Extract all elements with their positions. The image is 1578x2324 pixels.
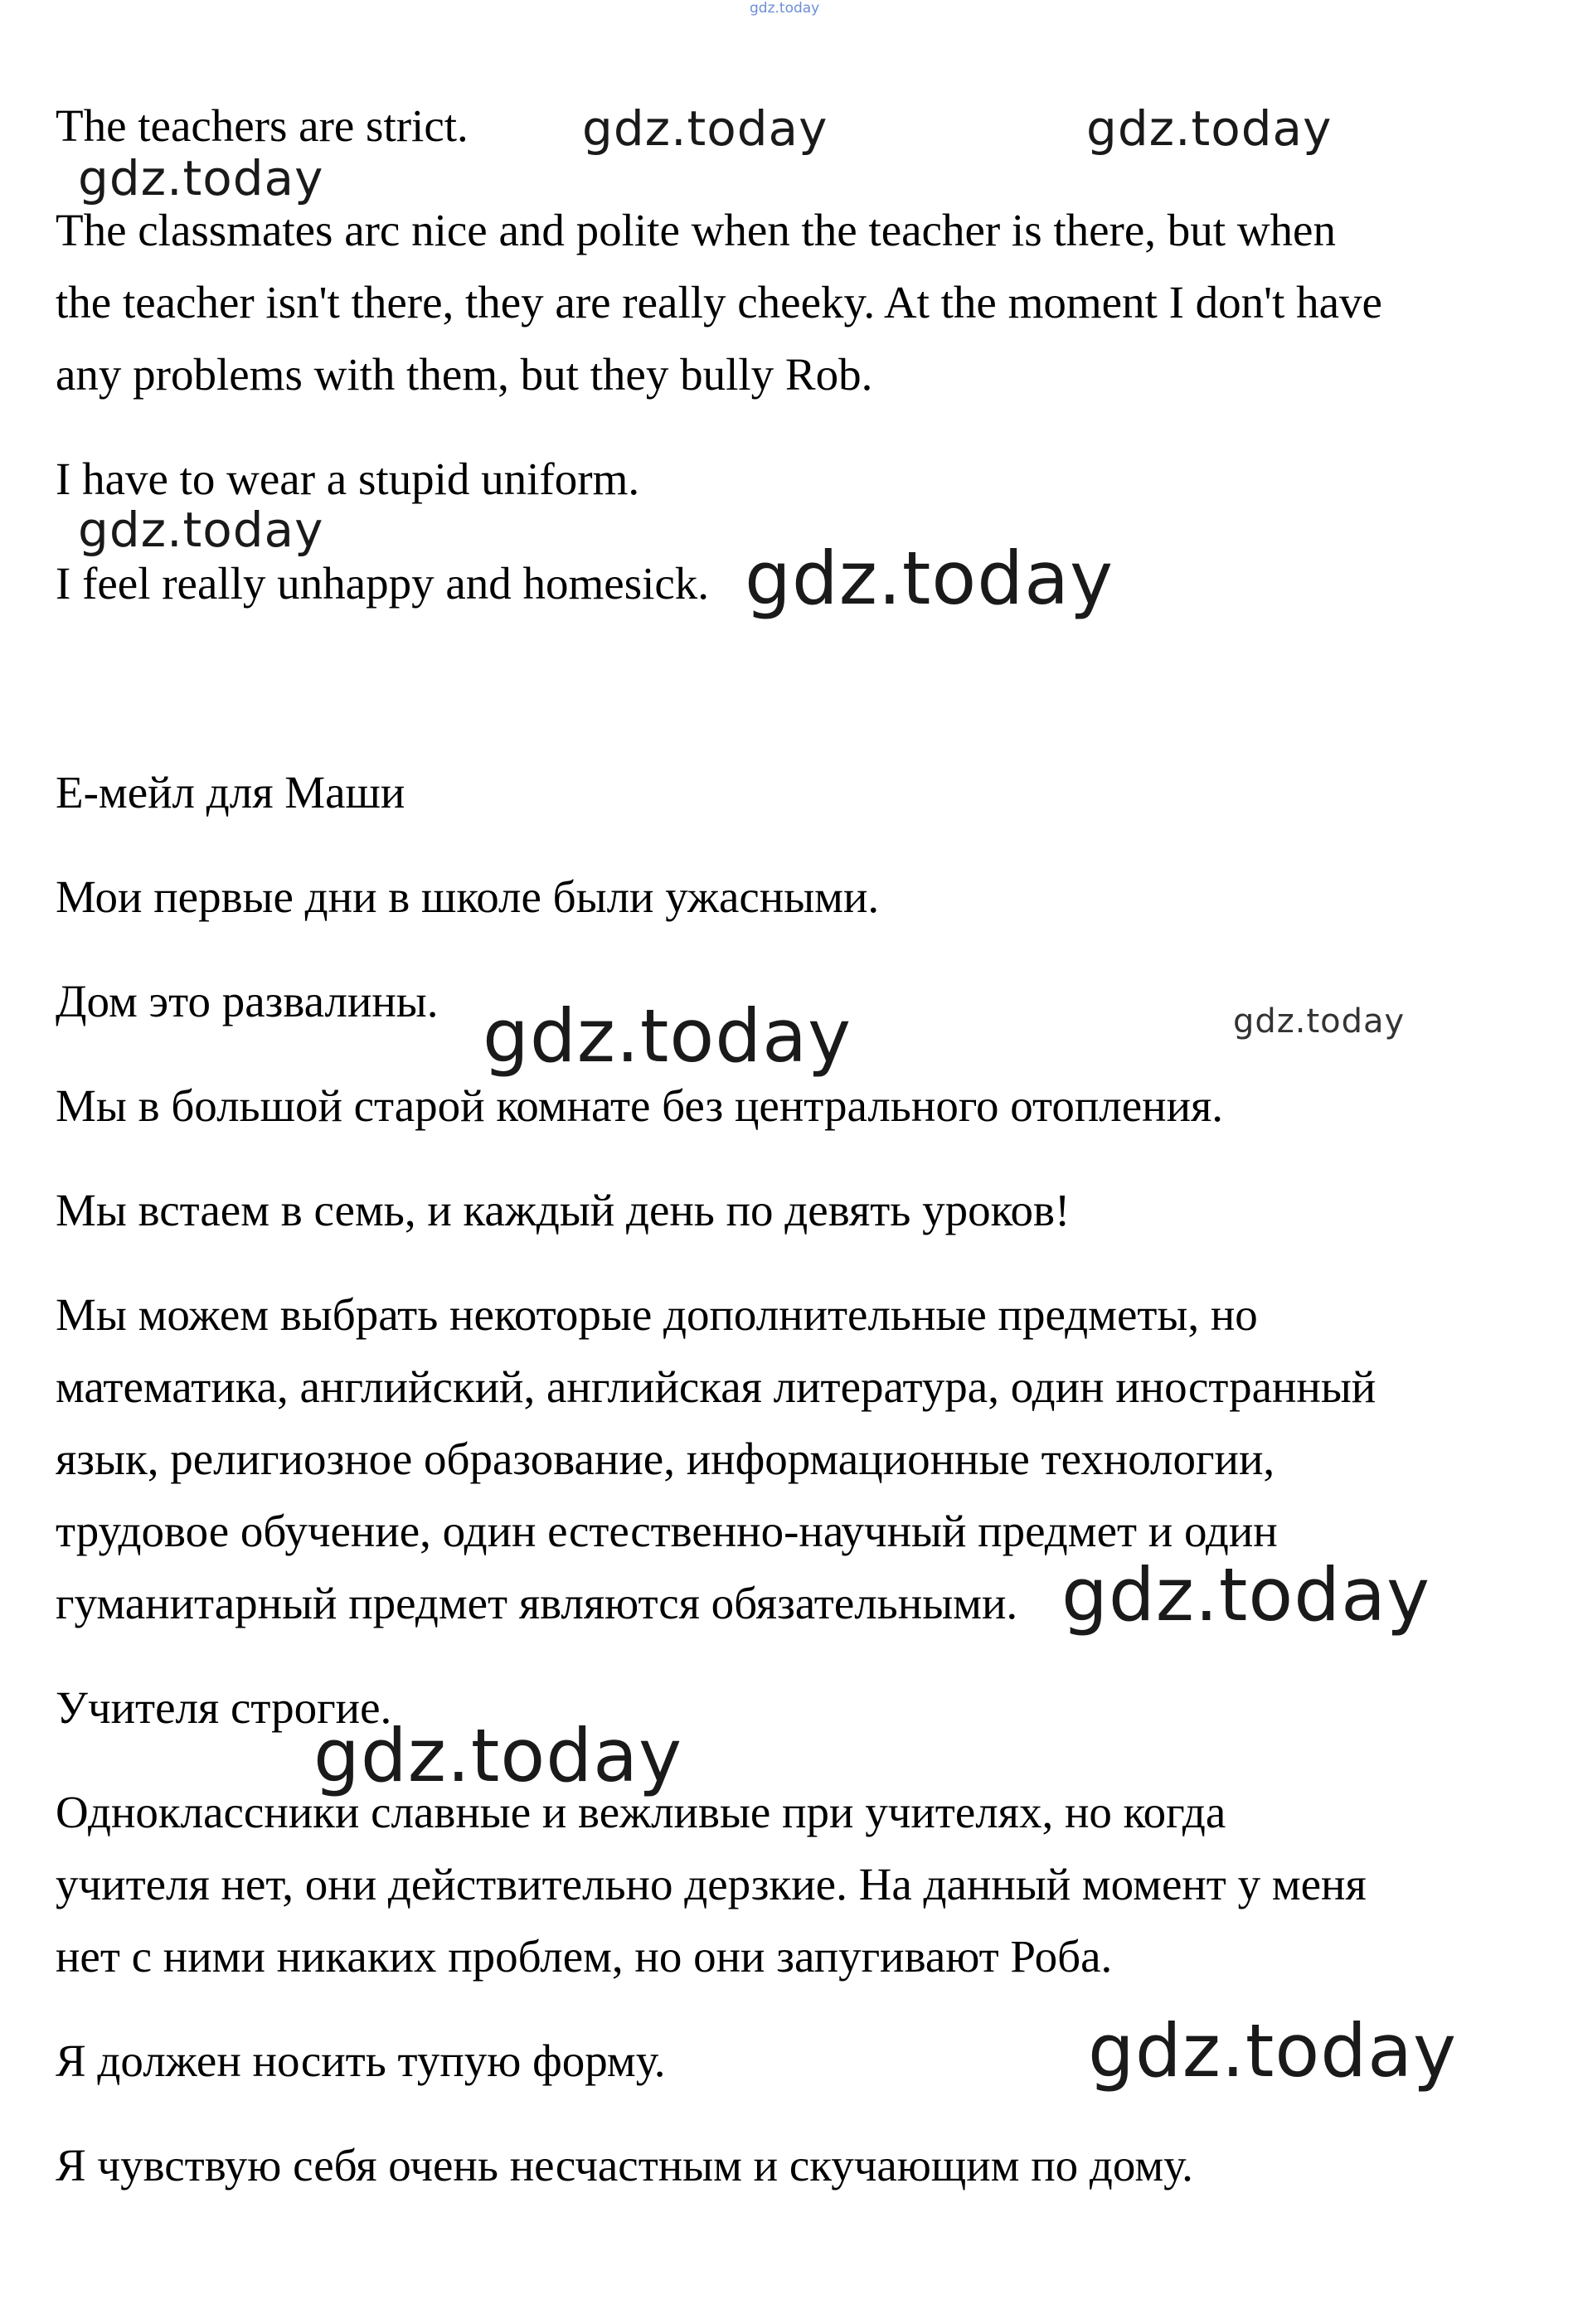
watermark: gdz.today bbox=[1088, 2008, 1458, 2094]
watermark: gdz.today bbox=[313, 1713, 683, 1798]
english-line-teachers: The teachers are strict. bbox=[56, 100, 469, 151]
english-line-classmates-1: The classmates arc nice and polite when the teacher is there, but when bbox=[56, 205, 1336, 255]
russian-line-subjects-5: гуманитарный предмет являются обязательными. bbox=[56, 1578, 1018, 1628]
russian-line-classmates-1: Одноклассники славные и вежливые при учителях, но когда bbox=[56, 1787, 1226, 1837]
russian-line-subjects-2: математика, английский, английская литература, один иностранный bbox=[56, 1361, 1377, 1412]
english-line-uniform: I have to wear a stupid uniform. bbox=[56, 454, 640, 504]
russian-line-room: Мы в большой старой комнате без центрального отопления. bbox=[56, 1080, 1224, 1131]
watermark: gdz.today bbox=[745, 536, 1114, 621]
watermark: gdz.today bbox=[1233, 1002, 1406, 1041]
russian-line-subjects-3: язык, религиозное образование, информационные технологии, bbox=[56, 1434, 1275, 1484]
russian-line-subjects-1: Мы можем выбрать некоторые дополнительные предметы, но bbox=[56, 1289, 1258, 1340]
russian-line-first-days: Мои первые дни в школе были ужасными. bbox=[56, 871, 880, 922]
russian-line-teachers: Учителя строгие. bbox=[56, 1682, 392, 1733]
watermark: gdz.today bbox=[78, 150, 324, 206]
english-line-classmates-3: any problems with them, but they bully Rob. bbox=[56, 349, 873, 400]
watermark: gdz.today bbox=[582, 100, 828, 157]
watermark: gdz.today bbox=[78, 502, 324, 558]
watermark: gdz.today bbox=[1061, 1552, 1431, 1637]
russian-line-classmates-2: учителя нет, они действительно дерзкие. На данный момент у меня bbox=[56, 1859, 1367, 1909]
russian-line-classmates-3: нет с ними никаких проблем, но они запугивают Роба. bbox=[56, 1931, 1113, 1982]
english-line-classmates-2: the teacher isn't there, they are really cheeky. At the moment I don't have bbox=[56, 277, 1382, 327]
russian-line-schedule: Мы встаем в семь, и каждый день по девять уроков! bbox=[56, 1185, 1071, 1235]
top-watermark: gdz.today bbox=[750, 0, 820, 17]
watermark: gdz.today bbox=[1086, 100, 1333, 157]
watermark: gdz.today bbox=[483, 993, 852, 1079]
english-line-homesick: I feel really unhappy and homesick. bbox=[56, 558, 710, 609]
russian-line-subjects-4: трудовое обучение, один естественно-научный предмет и один bbox=[56, 1506, 1278, 1556]
russian-line-uniform: Я должен носить тупую форму. bbox=[56, 2035, 666, 2086]
russian-heading: Е-мейл для Маши bbox=[56, 767, 405, 818]
russian-line-homesick: Я чувствую себя очень несчастным и скучающим по дому. bbox=[56, 2140, 1193, 2191]
russian-line-house: Дом это развалины. bbox=[56, 976, 439, 1026]
